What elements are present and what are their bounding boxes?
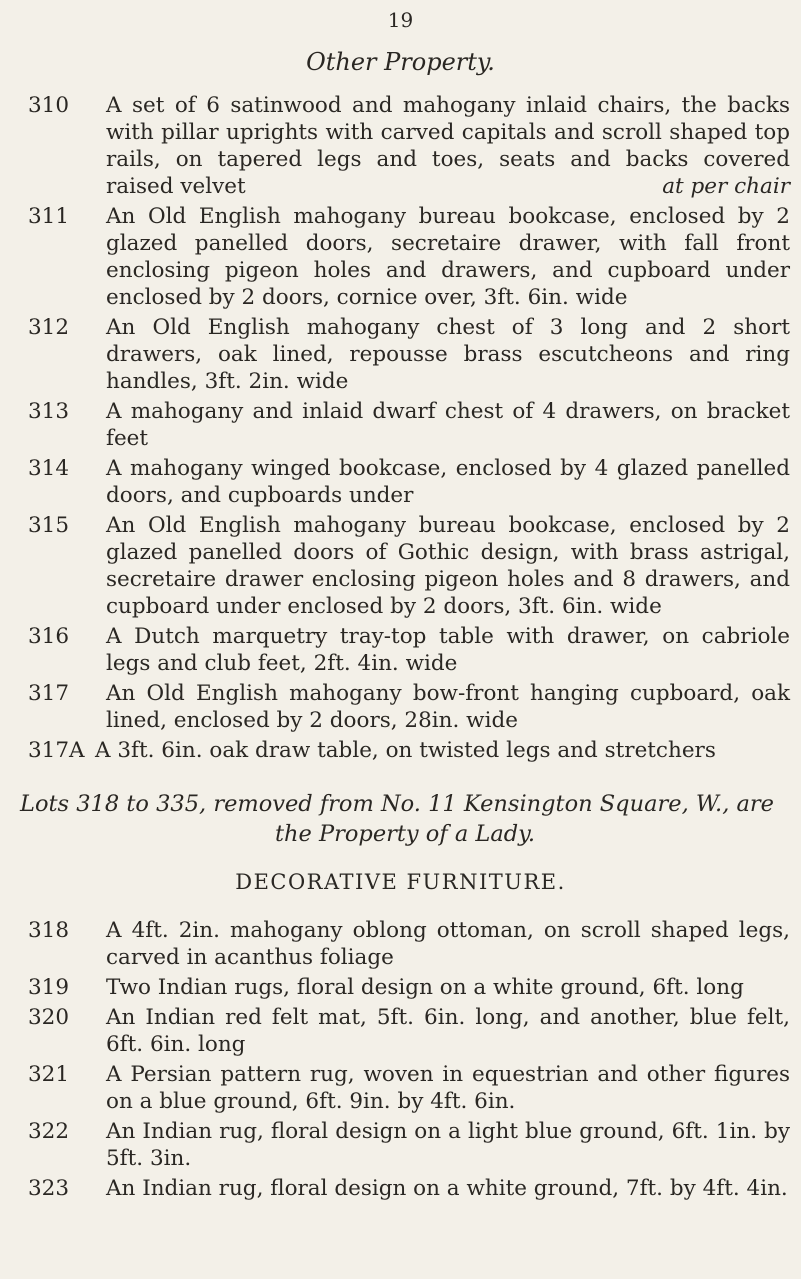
lot-316 [20, 623, 790, 677]
lot-317 [20, 680, 790, 734]
lot-description: A set of 6 satinwood and mahogany inlaid chairs, the backs with pillar uprights with carved capitals and scroll shaped top rails, on tapered legs and toes, seats and backs covered raised velvet at per chair [106, 93, 790, 199]
lot-314 [20, 455, 790, 509]
lots-provenance-note [20, 789, 790, 849]
lot-315 [20, 512, 790, 620]
lot-description: A Persian pattern rug, woven in equestrian and other figures on a blue ground, 6ft. 9in. by 4ft. 6in. [106, 1062, 790, 1114]
lot-description: An Old English mahogany bureau bookcase, enclosed by 2 glazed panelled doors, secretaire drawer, with fall front enclosing pigeon holes and drawers, and cupboard under enclosed by 2 doors, cornice over, 3ft. 6in. wide [106, 204, 790, 310]
lot-313 [20, 398, 790, 452]
lot-number: 315 [28, 513, 70, 538]
lot-number: 321 [28, 1062, 70, 1087]
lot-description: A mahogany and inlaid dwarf chest of 4 drawers, on bracket feet [106, 399, 790, 451]
lot-310 [20, 92, 790, 200]
price-note: at per chair [662, 174, 790, 199]
lot-323 [20, 1175, 790, 1202]
lot-number: 314 [28, 456, 70, 481]
lot-321 [20, 1061, 790, 1115]
lot-description: An Indian rug, floral design on a white ground, 7ft. by 4ft. 4in. [106, 1176, 788, 1201]
lot-description: A mahogany winged bookcase, enclosed by 4 glazed panelled doors, and cupboards under [106, 456, 790, 508]
lot-number: 313 [28, 399, 70, 424]
lot-description: An Old English mahogany bow-front hanging cupboard, oak lined, enclosed by 2 doors, 28in. wide [106, 681, 790, 733]
lot-number: 317A [28, 738, 85, 763]
lot-311 [20, 203, 790, 311]
lot-number: 319 [28, 975, 70, 1000]
lot-320 [20, 1004, 790, 1058]
lot-number: 311 [28, 204, 70, 229]
lot-number: 310 [28, 93, 70, 118]
section-heading: Other Property. [306, 48, 495, 76]
lot-312 [20, 314, 790, 395]
lot-number: 316 [28, 624, 70, 649]
lot-322 [20, 1118, 790, 1172]
lot-description: A 4ft. 2in. mahogany oblong ottoman, on scroll shaped legs, carved in acanthus foliage [106, 918, 790, 970]
lot-description: An Old English mahogany bureau bookcase, enclosed by 2 glazed panelled doors of Gothic design, with brass astrigal, secretaire drawer enclosing pigeon holes and 8 drawers, and cupboard under enclosed by 2 doors, 3ft. 6in. wide [106, 513, 790, 619]
lot-description: A Dutch marquetry tray-top table with drawer, on cabriole legs and club feet, 2ft. 4in. wide [106, 624, 790, 676]
lot-318 [20, 917, 790, 971]
lot-description: Two Indian rugs, floral design on a white ground, 6ft. long [106, 975, 744, 1000]
page-number: 19 [387, 8, 414, 32]
lot-number: 320 [28, 1005, 70, 1030]
lot-number: 317 [28, 681, 70, 706]
lot-description: An Old English mahogany chest of 3 long and 2 short drawers, oak lined, repousse brass escutcheons and ring handles, 3ft. 2in. wide [106, 315, 790, 394]
lot-number: 318 [28, 918, 70, 943]
lot-number: 322 [28, 1119, 70, 1144]
decorative-heading: DECORATIVE FURNITURE. [235, 870, 566, 894]
lot-317a [20, 737, 790, 764]
lots-note-line1: Lots 318 to 335, removed from No. 11 Kensington Square, W., are [20, 791, 775, 817]
lot-319 [20, 974, 790, 1001]
lot-description: An Indian red felt mat, 5ft. 6in. long, and another, blue felt, 6ft. 6in. long [106, 1005, 790, 1057]
lot-number: 312 [28, 315, 70, 340]
lots-note-line2: the Property of a Lady. [274, 821, 536, 847]
lot-description: A 3ft. 6in. oak draw table, on twisted legs and stretchers [95, 738, 716, 763]
lot-number: 323 [28, 1176, 70, 1201]
lot-description: An Indian rug, floral design on a light blue ground, 6ft. 1in. by 5ft. 3in. [106, 1119, 790, 1171]
